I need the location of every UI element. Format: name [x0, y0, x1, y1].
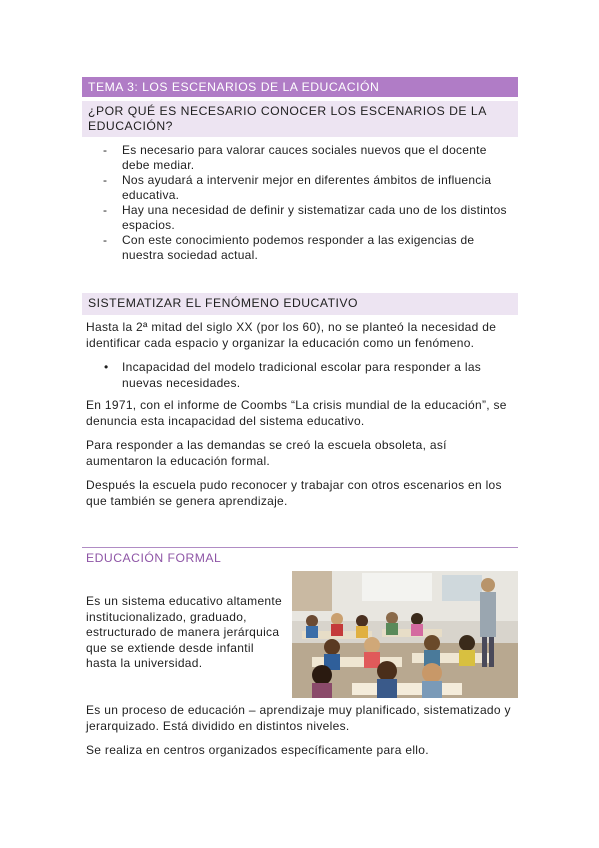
section-heading-bar	[82, 293, 518, 315]
dash-marker: -	[103, 143, 108, 157]
dash-marker: -	[103, 233, 108, 247]
process-paragraph: Es un proceso de educación – aprendizaje muy planificado, sistematizado y jerarquizado. Está dividido en distintos niveles.	[86, 703, 511, 733]
bullet-marker: •	[104, 360, 109, 374]
question-heading: ¿POR QUÉ ES NECESARIO CONOCER LOS ESCENARIOS DE LA EDUCACIÓN?	[88, 104, 487, 133]
question-heading-bar	[82, 101, 518, 137]
response-paragraph: Para responder a las demandas se creó la escuela obsoleta, así aumentaron la educación formal.	[86, 438, 447, 468]
centers-paragraph: Se realiza en centros organizados específicamente para ello.	[86, 743, 429, 757]
recognition-paragraph: Después la escuela pudo reconocer y trabajar con otros escenarios en los que también se genera aprendizaje.	[86, 478, 502, 508]
coombs-paragraph: En 1971, con el informe de Coombs “La crisis mundial de la educación”, se denuncia esta incapacidad del sistema educativo.	[86, 398, 507, 428]
dash-marker: -	[103, 203, 108, 217]
topic-title: TEMA 3: LOS ESCENARIOS DE LA EDUCACIÓN	[88, 80, 380, 94]
classroom-photo	[292, 571, 518, 698]
intro-paragraph: Hasta la 2ª mitad del siglo XX (por los 60), no se planteó la necesidad de identificar cada espacio y organizar la educación como un fenómeno.	[86, 320, 497, 350]
section-divider	[82, 547, 518, 548]
bullet-item: • Incapacidad del modelo tradicional escolar para responder a las nuevas necesidades.	[104, 360, 482, 390]
topic-title-bar	[82, 77, 518, 97]
list-item: - Es necesario para valorar cauces sociales nuevos que el docente debe mediar.	[103, 143, 487, 172]
list-item: - Con este conocimiento podemos responder a las exigencias de nuestra sociedad actual.	[103, 233, 475, 262]
formal-education-heading: EDUCACIÓN FORMAL	[86, 551, 222, 565]
section-heading: SISTEMATIZAR EL FENÓMENO EDUCATIVO	[88, 296, 359, 310]
list-item: - Nos ayudará a intervenir mejor en diferentes ámbitos de influencia educativa.	[103, 173, 492, 202]
dash-marker: -	[103, 173, 108, 187]
definition-paragraph: Es un sistema educativo altamente institucionalizado, graduado, estructurado de manera jerárquica que se extiende desde infantil hasta la universidad.	[86, 594, 282, 670]
list-item: - Hay una necesidad de definir y sistematizar cada uno de los distintos espacios.	[103, 203, 507, 232]
reasons-list	[100, 143, 520, 263]
